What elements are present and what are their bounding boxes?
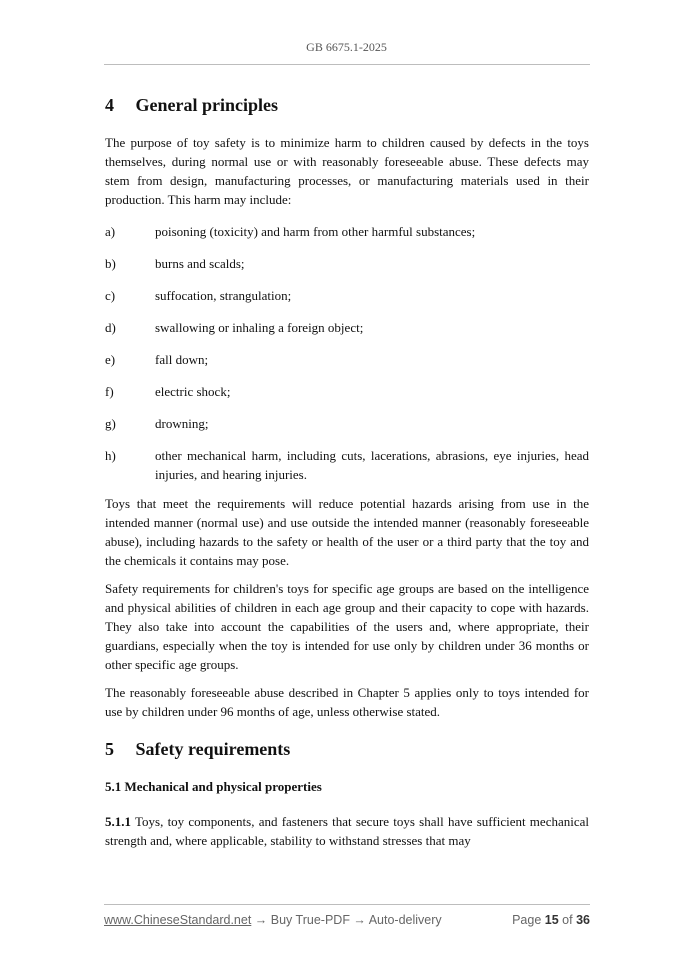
list-item-text: fall down;: [155, 352, 209, 367]
page-number: 15: [544, 913, 559, 927]
clause-5-1-1: [105, 812, 589, 850]
section-5-heading: [105, 737, 589, 761]
list-item: [105, 318, 589, 337]
page-word: Page: [512, 913, 542, 927]
buy-pdf-text: Buy True-PDF: [270, 913, 350, 927]
section-5-number: 5: [105, 739, 114, 759]
list-item: [105, 222, 589, 241]
running-header: GB 6675.1-2025: [306, 40, 387, 54]
site-link[interactable]: www.ChineseStandard.net: [104, 913, 252, 927]
list-item-text: other mechanical harm, including cuts, lacerations, abrasions, eye injuries, head injuries, and hearing injuries.: [155, 448, 589, 482]
footer-rule: [104, 904, 590, 905]
of-word: of: [562, 913, 573, 927]
arrow-icon: →: [251, 913, 271, 927]
list-item-text: burns and scalds;: [155, 256, 245, 271]
section-4-number: 4: [105, 95, 114, 115]
list-item: [105, 446, 589, 484]
section-5-title: Safety requirements: [135, 739, 291, 759]
auto-delivery-text: Auto-delivery: [368, 913, 442, 927]
page-indicator: [512, 913, 590, 927]
list-item: [105, 350, 589, 369]
clause-number: 5.1.1: [105, 814, 131, 829]
harm-list: [105, 222, 589, 484]
header-rule: [104, 64, 590, 65]
list-item-label: b): [105, 256, 116, 271]
page-body: [105, 93, 589, 850]
footer-links: [104, 913, 442, 927]
list-item: [105, 414, 589, 433]
list-item: [105, 286, 589, 305]
list-item-label: c): [105, 288, 116, 303]
list-item-text: swallowing or inhaling a foreign object;: [155, 320, 364, 335]
section-4-paragraph-2: Toys that meet the requirements will reduce potential hazards arising from use in the intended manner (normal use) and use outside the intended manner (reasonably foreseeable abuse), including hazards to the safety or health of the user or a third party that the toy and the chemicals it contains may pose.: [105, 496, 589, 568]
section-4-title: General principles: [135, 95, 278, 115]
section-4-intro: The purpose of toy safety is to minimize harm to children caused by defects in the toys themselves, during normal use or with reasonably foreseeable abuse. These defects may stem from design, manufacturing processes, or manufacturing materials used in their production. This harm may include:: [105, 135, 589, 207]
list-item: [105, 382, 589, 401]
section-4-paragraph-4: The reasonably foreseeable abuse described in Chapter 5 applies only to toys intended for use by children under 96 months of age, unless otherwise stated.: [105, 685, 589, 719]
list-item: [105, 254, 589, 273]
list-item-text: suffocation, strangulation;: [155, 288, 292, 303]
subsection-5-1-heading: 5.1 Mechanical and physical properties: [105, 779, 322, 794]
list-item-text: poisoning (toxicity) and harm from other harmful substances;: [155, 224, 476, 239]
section-4-paragraph-3: Safety requirements for children's toys for specific age groups are based on the intelligence and physical abilities of children in each age group and their capacity to cope with hazards. They also take into account the capabilities of the users and, where appropriate, their guardians, especially when the toy is intended for use only by children under 36 months or other specific age groups.: [105, 581, 589, 672]
section-4-heading: [105, 93, 589, 117]
page-total: 36: [576, 913, 590, 927]
list-item-text: drowning;: [155, 416, 209, 431]
clause-text: Toys, toy components, and fasteners that secure toys shall have sufficient mechanical strength and, where applicable, stability to withstand stresses that may: [105, 814, 589, 848]
list-item-label: e): [105, 352, 116, 367]
arrow-icon: →: [349, 913, 369, 927]
list-item-label: f): [105, 384, 114, 399]
list-item-label: d): [105, 320, 116, 335]
list-item-label: g): [105, 416, 116, 431]
list-item-label: h): [105, 448, 116, 463]
list-item-text: electric shock;: [155, 384, 231, 399]
list-item-label: a): [105, 224, 116, 239]
